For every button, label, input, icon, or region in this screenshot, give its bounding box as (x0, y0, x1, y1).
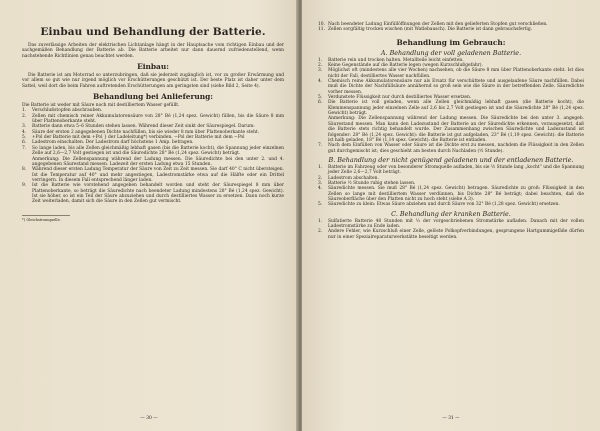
list-item-number: 3. (22, 124, 27, 130)
list-item-text: Ladestrom abschalten. (328, 175, 379, 181)
list-item (318, 219, 584, 230)
footnote-divider (22, 215, 70, 216)
list-a-continued (318, 143, 584, 154)
list-b (318, 165, 584, 208)
list-item-number: 2. (318, 229, 323, 235)
list-item-number: 2. (318, 175, 323, 181)
list-item-text: Sulfatierte Batterie 48 Stunden mit ⅓ der vorgeschriebenen Stromstärke aufladen. Danach mit der vollen Ladestromstärke zu Ende laden. (328, 218, 584, 229)
list-item-text: +Pol der Batterie mit dem +Pol } der Ladeleitung*) verbinden. −Pol der Batterie mit dem −Pol (32, 135, 245, 141)
anmerkung-note: Anmerkung: Die Zellenspannung während der Ladung messen. Die Säuredichte bei den unter 3. angegeb. Säurestand messen. Man kann den Ladezustand der Batterie an der Säuredichte erkennen, vorausgesetzt, daß die Batterie stets richtig behandelt wurde. Der Zusammenhang zwischen Säuredichte und Ladezustand ist folgender: 28° Bé (1,24 spez. Gewicht): die Batterie ist gut aufgeladen, 23° Bé (1,19 spez. Gewicht): die Batterie ist halb geladen, 18° Bé (1,14 spez. Gewicht): die Batterie ist entladen. (328, 116, 584, 143)
list-item-text: Batterie im Fahrzeug oder von besonderer Stromquelle aufladen, bis sie ½ Stunde lang „kocht“ und die Spannung jeder Zelle 2,6—2,7 Volt beträgt. (328, 164, 584, 176)
list-item-text: Die Batterie ist voll geladen, wenn alle Zellen gleichmäßig lebhaft gasen (die Batterie kocht), die Klemmenspannung jeder einzelnen Zelle auf 2,6 bis 2,7 Volt gestiegen ist und die Säuredichte 28° Bé (1,24 spez. Gewicht) beträgt. (328, 100, 584, 117)
section-heading-anlieferung: Behandlung bei Anlieferung: (92, 92, 214, 102)
list-item (22, 183, 284, 204)
list-item-text: Zellen mit chemisch reiner Akkumulatorensäure von 28° Bé (1,24 spez. Gewicht) füllen, bis die Säure 8 mm über Plattenoberkante steht. (32, 113, 284, 125)
list-item-text: Keine Gegenstände auf die Batterie legen (wegen Kurzschlußgefahr). (328, 63, 483, 69)
list-item-number: 9. (22, 183, 27, 189)
list-item-number: 7. (318, 143, 323, 149)
list-a (318, 58, 584, 117)
left-page (0, 0, 298, 431)
list-item-text: Chemisch reine Akkumulatorensäure nur als Ersatz für verschüttete und ausgelaufene Säure nachfüllen. Dabei muß die Dichte der Nachfüllsäure annähernd so groß sein wie die Säure in der betreffenden Zelle. Säuredichte vorher messen. (328, 79, 584, 95)
right-page (302, 0, 600, 431)
list-item-text: Säuredichte messen. Sie muß 28° Bé (1,24 spez. Gewicht) betragen. Säuredichte zu groß: Flüssigkeit in den Zellen so lange mit destilliertem Wasser verdünnen, bis Dichte 28° Bé beträgt; dabei beachten, daß die Säureoberfläche über den Platten nicht zu hoch steht (siehe A 3). (328, 186, 584, 202)
list-item-number: 4. (318, 186, 323, 192)
anlieferung-list-continued (22, 167, 284, 204)
list-item-number: 6. (318, 100, 323, 106)
list-item-number: 2. (22, 113, 27, 119)
list-item-text: Zellen sorgfältig trocken wischen (mit Watlebausch). Die Batterie ist dann gebrauchsfertig. (328, 27, 533, 33)
list-item-number: 1. (318, 218, 323, 224)
list-item-number: 3. (318, 180, 323, 186)
intro-paragraph: Das zuverlässige Arbeiten der elektrischen Lichtanlage hängt in der Hauptsache vom richtigen Einbau und der sachgemäßen Behandlung der Batterie ab. Die Batterie arbeitet nur dann dauernd zufriedenstellend, wenn nachstehende Richtlinien genau beachtet werden. (22, 43, 284, 59)
page-title: Einbau und Behandlung der Batterie. (40, 26, 266, 38)
subheading-a: A. Behandlung der voll geladenen Batterie. (380, 48, 522, 57)
list-item-number: 4. (318, 79, 323, 85)
list-item-text: Batterie rein und trocken halten. Metallteile leicht einfetten. (328, 57, 464, 63)
list-item (318, 79, 584, 95)
list-item-number: 5. (22, 135, 27, 141)
list-item-number: 8. (22, 167, 27, 173)
list-item-number: 2. (318, 63, 323, 69)
list-item-text: So lange laden, bis alle Zellen gleichmäßig lebhaft gasen (bis die Batterie kocht), die Spannung jeder einzelnen Zelle auf 2,6—2,7 Volt gestiegen ist und die Säuredichte 28° Bé (1,24 spez. Gewicht) beträgt. (32, 145, 284, 157)
list-item-number: 1. (22, 108, 27, 114)
list-c (318, 219, 584, 240)
list-item-text: Säuredichte zu klein: Etwas Säure abziehen und durch Säure von 32° Bé (1,28 spez. Gewicht) ersetzen. (328, 202, 560, 208)
list-item-text: Säure der ersten 2 angegebenen Dichte nachfüllen, bis sie wieder 8 mm über Plattenoberkante steht. (32, 129, 260, 135)
list-item-number: 10. (318, 22, 325, 27)
list-item (318, 27, 584, 32)
list-item-text: Nach beendeter Ladung Einfüllöffnungen der Zellen mit den gelieferten Stopfen gut verschließen. (328, 22, 548, 27)
subheading-b: B. Behandlung der nicht genügend geladenen und der entladenen Batterie. (328, 155, 574, 164)
list-item-text: Verdunstete Flüssigkeit nur durch destilliertes Wasser ersetzen. (328, 95, 472, 101)
section-heading-gebrauch: Behandlung im Gebrauch: (396, 37, 506, 47)
list-item (318, 143, 584, 154)
continued-list (318, 22, 584, 33)
list-item-text: Batterie dann etwa 5–6 Stunden stehen lassen. Während dieser Zeit sinkt der Säurespiegel. Darum: (32, 124, 255, 130)
list-item-text: Ist die Batterie wie vorstehend angegeben behandelt worden und steht der Säurespiegel 8 mm über Plattenoberkante, so beträgt die Säuredichte nach beendeter Ladung mindestens 28° Bé (1,24 spez. Gewicht). Ist sie höher, so ist ein Teil der Säure abzuziehen und durch destilliertes Wasser zu ersetzen. Dann noch kurze Zeit weiterladen, damit sich die Säure in den Zellen gut vermischt. (32, 183, 284, 205)
einbau-paragraph: Die Batterie ist am Motorrad so unterzubringen, daß sie jederzeit zugänglich ist, vor zu großer Erwärmung und vor allem so gut wie nur irgend möglich vor Erschütterungen geschützt ist. Der beste Platz ist daher unter dem Sattel, weil dort die beim Fahren auftretenden Erschütterungen am geringsten sind (siehe Bild 2, Seite 4). (22, 73, 284, 89)
anlieferung-list (22, 108, 284, 156)
page-number: — 31 — (442, 416, 460, 421)
anmerkung-note: Anmerkung: Die Zellenspannung während der Ladung messen. Die Säuredichte bei den unter 2. und 4. angegebenen Säurestand messen. Ladezeit der ersten Ladung etwa 15 Stunden. (32, 156, 284, 167)
list-item-text: Möglichst oft (mindestens alle vier Wochen) nachsehen, ob die Säure 8 mm über Plattenoberkante steht. Ist dies nicht der Fall, destilliertes Wasser nachfüllen. (328, 68, 584, 79)
section-heading-einbau: Einbau: (137, 62, 169, 72)
list-item-number: 11. (318, 27, 325, 33)
list-item (318, 100, 584, 116)
list-item-number: 5. (318, 202, 323, 208)
subheading-c: C. Behandlung der kranken Batterie. (391, 209, 511, 218)
list-item-number: 5. (318, 95, 323, 101)
list-item-number: 7. (22, 145, 27, 151)
list-item (318, 165, 584, 176)
list-item (22, 167, 284, 183)
list-item-text: Nach dem Einfüllen von Wasser oder Säure ist die Dichte erst zu messen, nachdem die Flüssigkeit in den Zellen gut durchgemischt ist; dies geschieht am besten durch Nachladen (½ Stunde). (328, 143, 584, 154)
list-item-number: 1. (318, 164, 323, 170)
list-item (22, 114, 284, 125)
list-item-number: 1. (318, 57, 323, 63)
list-item-text: Verschlußstopfen abschrauben. (32, 108, 103, 114)
page-number: — 30 — (140, 416, 158, 421)
list-item-text: Batterie ½ Stunde ruhig stehen lassen. (328, 180, 416, 186)
list-item-text: Ladestrom einschalten. Der Ladestrom darf höchstens 1 Amp. betragen. (32, 140, 194, 146)
list-item (318, 229, 584, 240)
anlieferung-intro: Die Batterie ist weder mit Säure noch mit destilliertem Wasser gefüllt. (22, 103, 180, 109)
list-item (318, 68, 584, 79)
list-item-number: 4. (22, 129, 27, 135)
list-item-text: Andere Fehler, wie Kurzschluß einer Zelle, gelöste Polkopfverbindungen, gesprungene Hartgummigefäße dürfen nur in einer Spezialreparaturwerkstätte beseitigt werden. (328, 229, 584, 240)
list-item (22, 146, 284, 157)
footnote: *) Gleichstromquelle. (22, 217, 61, 222)
list-item (318, 186, 584, 202)
list-item-number: 3. (318, 68, 323, 74)
list-item-text: Während dieser ersten Ladung Temperatur der Säure von Zeit zu Zeit messen. Sie darf 40° C nicht übersteigen. Ist die Temperatur auf 40° und mehr angestiegen, Ladestromstärke etwa auf die Hälfte oder ein Drittel verringern. In diesem Fall entsprechend länger laden. (32, 167, 284, 183)
list-item (318, 202, 584, 207)
list-item-number: 6. (22, 140, 27, 146)
